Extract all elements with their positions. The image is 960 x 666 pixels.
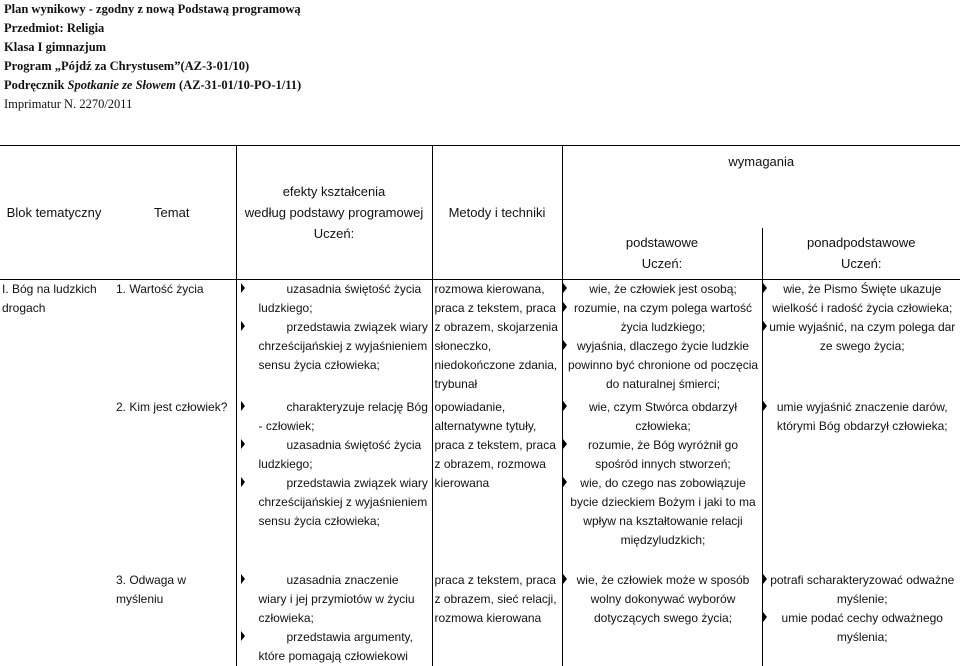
list-item: uzasadnia znaczenie wiary i jej przymiotów w życiu człowieka;: [239, 571, 430, 628]
table-row: [0, 280, 960, 398]
list-item: wyjaśnia, dlaczego życie ludzkie powinno być chronione od poczęcia do naturalnej śmierci;: [565, 337, 760, 394]
ponad-cell: [762, 280, 960, 398]
efekty-cell: [236, 280, 432, 398]
efekty-cell: [236, 398, 432, 571]
table-row: [0, 398, 960, 571]
podstawowe-cell: [562, 571, 762, 666]
list-item: rozumie, że Bóg wyróżnił go spośród innych stworzeń;: [565, 436, 760, 474]
metody-cell: opowiadanie, alternatywne tytuły, praca z tekstem, praca z obrazem, rozmowa kierowana: [432, 398, 562, 571]
podstawowe-cell: [562, 398, 762, 571]
document-header: [4, 0, 301, 114]
temat-cell: 1. Wartość życia: [116, 282, 204, 296]
header-efekty: efekty kształcenia według podstawy programowej Uczeń:: [236, 146, 432, 280]
list-item: potrafi scharakteryzować odważne myślenie;: [765, 571, 959, 609]
handbook-suffix: (AZ-31-01/10-PO-1/11): [175, 78, 302, 92]
subject-line: Przedmiot: Religia: [4, 21, 105, 35]
handbook-prefix: Podręcznik: [4, 78, 68, 92]
list-item: przedstawia związek wiary chrześcijańskiej z wyjaśnieniem sensu życia człowieka;: [239, 318, 430, 375]
list-item: rozumie, na czym polega wartość życia ludzkiego;: [565, 299, 760, 337]
header-wymagania: wymagania: [562, 146, 960, 228]
metody-cell: praca z tekstem, praca z obrazem, sieć relacji, rozmowa kierowana: [432, 571, 562, 666]
table-row: [0, 571, 960, 666]
list-item: umie podać cechy odważnego myślenia;: [765, 609, 959, 647]
ponad-cell: [762, 571, 960, 666]
list-item: wie, że Pismo Święte ukazuje wielkość i radość życia człowieka;: [765, 280, 959, 318]
temat-cell: 3. Odwaga w myśleniu: [116, 572, 187, 606]
temat-cell: 2. Kim jest człowiek?: [116, 399, 228, 414]
blok-cell: I. Bóg na ludzkich drogach: [2, 282, 97, 315]
class-line: Klasa I gimnazjum: [4, 40, 107, 54]
handbook-line: [4, 76, 301, 95]
efekty-cell: [236, 571, 432, 666]
header-ponadpodstawowe: ponadpodstawowe Uczeń:: [762, 228, 960, 280]
header-temat: Temat: [108, 146, 236, 280]
ponad-cell: [762, 398, 960, 571]
list-item: charakteryzuje relację Bóg - człowiek;: [239, 398, 430, 436]
list-item: wie, że człowiek może w sposób wolny dokonywać wyborów dotyczących swego życia;: [565, 571, 760, 628]
list-item: umie wyjaśnić znaczenie darów, którymi Bóg obdarzył człowieka;: [765, 398, 959, 436]
plan-table: [0, 145, 960, 666]
program-line: Program „Pójdź za Chrystusem”(AZ-3-01/10): [4, 59, 250, 73]
metody-cell: rozmowa kierowana, praca z tekstem, praca z obrazem, skojarzenia słoneczko, niedokończone zdania, trybunał: [432, 280, 562, 398]
handbook-title: Spotkanie ze Słowem: [67, 78, 176, 92]
header-blok: Blok tematyczny: [0, 146, 108, 280]
imprimatur-line: Imprimatur N. 2270/2011: [4, 97, 133, 111]
document-title: Plan wynikowy - zgodny z nową Podstawą programową: [4, 2, 301, 16]
list-item: umie wyjaśnić, na czym polega dar ze swego życia;: [765, 318, 959, 356]
list-item: wie, czym Stwórca obdarzył człowieka;: [565, 398, 760, 436]
header-podstawowe: podstawowe Uczeń:: [562, 228, 762, 280]
list-item: przedstawia argumenty, które pomagają człowiekowi: [239, 628, 430, 666]
header-metody: Metody i techniki: [432, 146, 562, 280]
list-item: uzasadnia świętość życia ludzkiego;: [239, 436, 430, 474]
list-item: uzasadnia świętość życia ludzkiego;: [239, 280, 430, 318]
list-item: wie, do czego nas zobowiązuje bycie dzieckiem Bożym i jaki to ma wpływ na kształtowanie relacji międzyludzkich;: [565, 474, 760, 550]
podstawowe-cell: [562, 280, 762, 398]
list-item: przedstawia związek wiary chrześcijańskiej z wyjaśnieniem sensu życia człowieka;: [239, 474, 430, 531]
list-item: wie, że człowiek jest osobą;: [565, 280, 760, 299]
